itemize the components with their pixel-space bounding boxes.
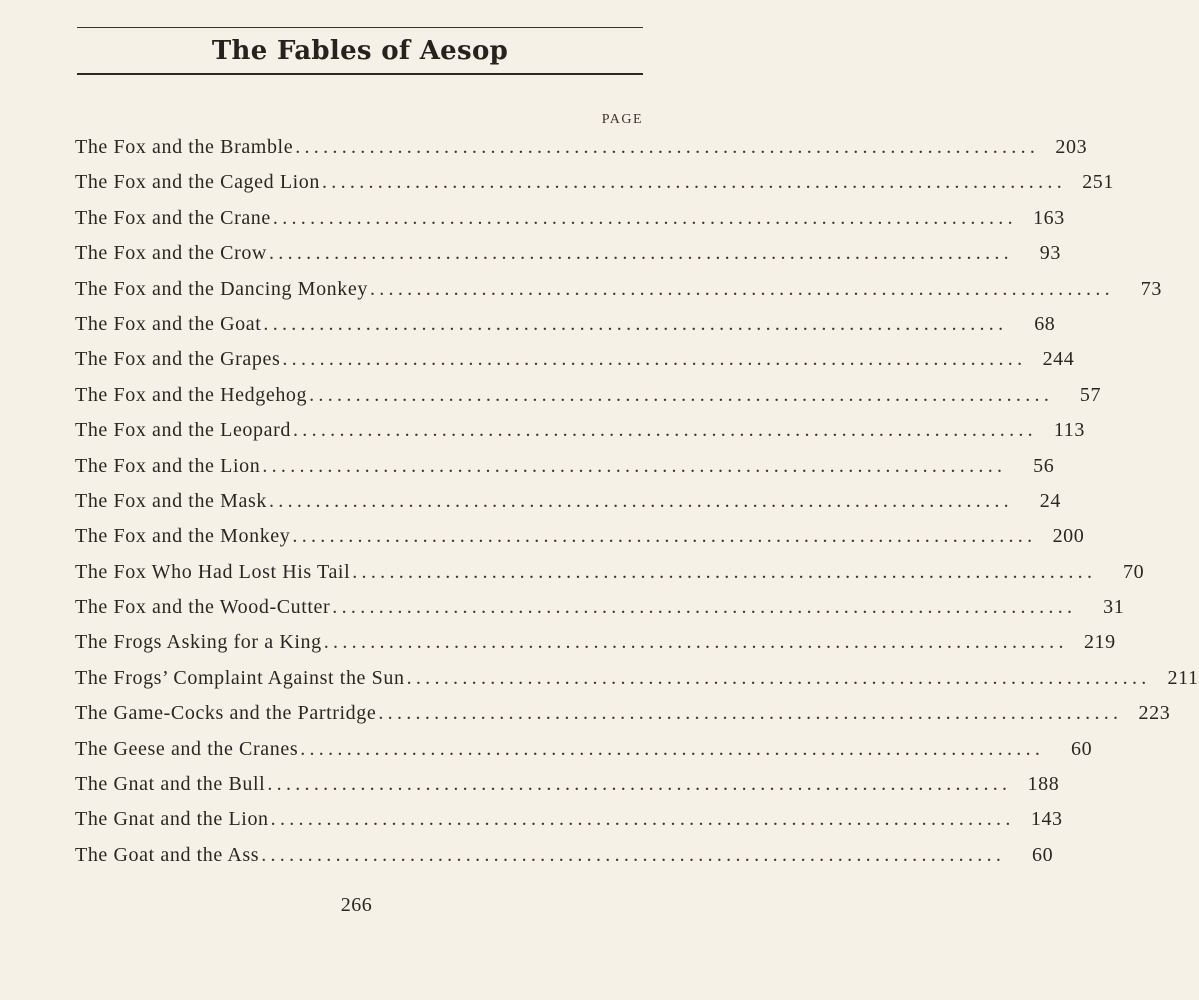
dot-leader: ................................................................................ (292, 525, 1037, 548)
toc-entry-title: The Gnat and the Lion (75, 808, 269, 831)
toc-entry (75, 165, 1114, 200)
dot-leader: ................................................................................ (268, 489, 1013, 512)
dot-leader: ................................................................................ (270, 808, 1015, 831)
toc-entry-title: The Fox and the Leopard (75, 419, 291, 442)
toc-entry-title: The Goat and the Ass (75, 843, 260, 866)
toc-entry-title: The Fox and the Bramble (75, 136, 294, 158)
toc-entry-title: The Game-Cocks and the Partridge (75, 702, 377, 725)
toc-entry-page: 223 (1138, 702, 1171, 725)
toc-entry (75, 449, 1055, 484)
toc-entry-page: 70 (1123, 560, 1145, 583)
toc-entry-page: 68 (1034, 312, 1056, 335)
toc-entry-title: The Frogs Asking for a King (75, 631, 322, 654)
toc-entry-page: 56 (1033, 454, 1055, 477)
toc-entry-title: The Frogs’ Complaint Against the Sun (75, 666, 405, 689)
dot-leader: ................................................................................ (272, 206, 1017, 229)
dot-leader: ................................................................................ (378, 702, 1123, 725)
toc-entry (75, 484, 1061, 519)
toc-entry-page: 163 (1033, 206, 1065, 229)
dot-leader: ................................................................................ (352, 560, 1097, 583)
toc-entry-title: The Fox and the Mask (75, 489, 267, 512)
toc-entry-title: The Fox and the Crow (75, 242, 267, 265)
toc-entry-title: The Fox and the Hedgehog (75, 383, 308, 406)
toc-entry (75, 201, 1065, 236)
toc-entry-page: 73 (1140, 277, 1162, 300)
toc-entry-title: The Fox Who Had Lost His Tail (75, 560, 351, 583)
toc-entry-page: 31 (1103, 596, 1125, 619)
page-column-label: PAGE (601, 112, 643, 127)
toc-entry-title: The Fox and the Dancing Monkey (75, 277, 368, 300)
toc-entry-page: 219 (1083, 631, 1116, 654)
dot-leader: ................................................................................ (267, 773, 1012, 796)
toc-entry (75, 555, 1145, 590)
dot-leader: ................................................................................ (323, 631, 1068, 654)
dot-leader: ................................................................................ (300, 737, 1045, 760)
toc-entry (75, 767, 1060, 802)
header-rule-top (77, 27, 643, 28)
toc-entry (75, 130, 1088, 165)
toc-entry-page: 200 (1052, 525, 1085, 548)
toc-entry-page: 60 (1031, 843, 1054, 866)
toc-entry-page: 203 (1055, 136, 1088, 158)
toc-entry (75, 802, 1063, 837)
dot-leader: ................................................................................ (268, 242, 1013, 265)
dot-leader: ................................................................................ (295, 136, 1040, 158)
toc-entry-page: 143 (1030, 808, 1063, 831)
toc-entry-title: The Fox and the Lion (75, 454, 261, 477)
dot-leader: ................................................................................ (292, 419, 1037, 442)
toc-entry-page: 244 (1042, 348, 1075, 371)
dot-leader: ................................................................................ (261, 843, 1006, 866)
toc-entry (75, 378, 1102, 413)
toc-entry (75, 661, 1199, 696)
table-of-contents (75, 130, 1199, 873)
toc-entry (75, 413, 1085, 448)
toc-entry (75, 838, 1054, 873)
toc-entry-page: 188 (1027, 773, 1060, 796)
toc-entry-title: The Geese and the Cranes (75, 737, 299, 760)
dot-leader: ................................................................................ (369, 277, 1114, 300)
dot-leader: ................................................................................ (263, 312, 1008, 335)
dot-leader: ................................................................................ (322, 171, 1066, 194)
toc-entry-page: 57 (1079, 383, 1102, 406)
running-head-title: The Fables of Aesop (211, 36, 509, 66)
toc-entry (75, 519, 1085, 554)
toc-entry-title: The Gnat and the Bull (75, 773, 266, 796)
toc-entry-page: 113 (1053, 419, 1085, 442)
toc-entry-page: 251 (1082, 171, 1114, 194)
dot-leader: ................................................................................ (282, 348, 1027, 371)
toc-entry-title: The Fox and the Monkey (75, 525, 291, 548)
toc-entry (75, 696, 1171, 731)
toc-entry-title: The Fox and the Grapes (75, 348, 281, 371)
toc-entry-page: 60 (1071, 737, 1093, 760)
toc-entry (75, 307, 1056, 342)
dot-leader: ................................................................................ (262, 454, 1007, 477)
toc-entry-title: The Fox and the Caged Lion (75, 171, 320, 194)
dot-leader: ................................................................................ (309, 383, 1054, 406)
toc-entry (75, 272, 1162, 307)
toc-entry (75, 236, 1061, 271)
toc-entry-page: 211 (1167, 666, 1199, 689)
toc-entry-page: 93 (1039, 242, 1061, 265)
toc-entry-title: The Fox and the Goat (75, 312, 262, 335)
toc-entry (75, 342, 1075, 377)
toc-entry-title: The Fox and the Crane (75, 206, 271, 229)
page-number: 266 (340, 894, 373, 916)
toc-entry (75, 732, 1093, 767)
dot-leader: ................................................................................ (406, 666, 1151, 689)
toc-entry (75, 625, 1116, 660)
dot-leader: ................................................................................ (332, 596, 1077, 619)
header-rule-bottom (77, 73, 643, 75)
toc-entry-page: 24 (1039, 489, 1061, 512)
toc-entry-title: The Fox and the Wood-Cutter (75, 596, 331, 619)
toc-entry (75, 590, 1125, 625)
